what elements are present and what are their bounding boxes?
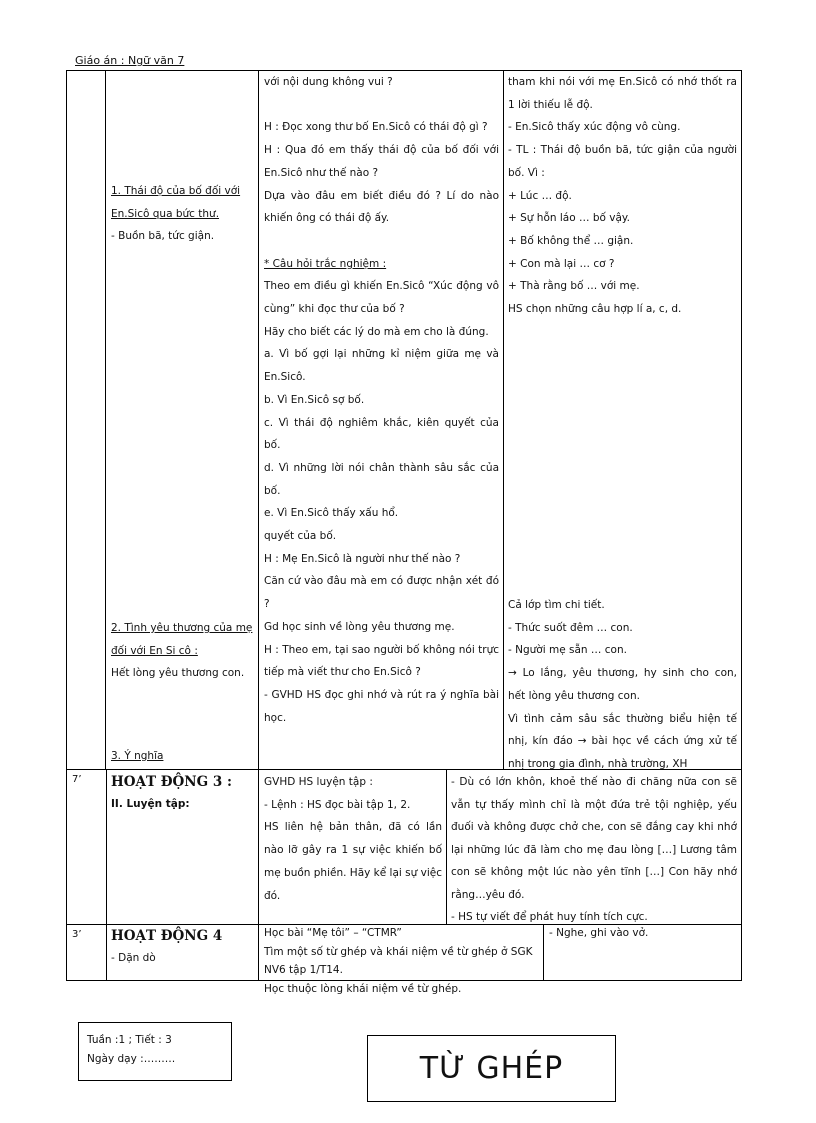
- week-info: Tuần :1 ; Tiết : 3: [87, 1034, 172, 1046]
- date-info: Ngày dạy :………: [87, 1053, 176, 1065]
- student-line: - HS tự viết để phát huy tính tích cực.: [451, 911, 648, 923]
- activity4-title: HOẠT ĐỘNG 4: [111, 928, 223, 944]
- student-line: - Dù có lớn khôn, khoẻ thế nào đi chăng nữa con sẽ vẫn tự thấy mình chỉ là một đứa trẻ tội nghiệp, yếu đuối và không được chở che, con sẽ đắng cay khi nhớ lại những lúc đã làm cho mẹ đau lòng […] Lương tâm con sẽ không một lúc nào yên tĩnh […] Con hãy nhớ rằng…yêu đó.: [451, 776, 737, 901]
- heading-meaning: 3. Ý nghĩa: [111, 750, 164, 762]
- teacher-line: H : Mẹ En.Sicô là người như thế nào ?: [264, 552, 461, 565]
- section2-student: [451, 771, 737, 929]
- section2-teacher: [264, 771, 442, 907]
- section3-student: - Nghe, ghi vào vở.: [549, 927, 649, 939]
- student-line: + Bố không thể … giận.: [508, 234, 634, 247]
- teacher-line: d. Vì những lời nói chân thành sâu sắc của bố.: [264, 461, 499, 497]
- attitude-text: - Buồn bã, tức giận.: [111, 230, 215, 243]
- teacher-line: b. Vì En.Sicô sợ bố.: [264, 393, 365, 406]
- activity4-subtitle: - Dặn dò: [111, 952, 156, 964]
- student-line: + Sự hỗn láo … bố vậy.: [508, 212, 630, 225]
- section1-student-2: [508, 594, 737, 776]
- teacher-line: Học bài “Mẹ tôi” – “CTMR”: [264, 927, 402, 939]
- student-line: → Lo lắng, yêu thương, hy sinh cho con, hết lòng yêu thương con.: [508, 667, 737, 702]
- student-line: - TL : Thái độ buồn bã, tức giận của người bố. Vì :: [508, 144, 737, 179]
- teacher-line: H : Qua đó em thấy thái độ của bố đối với En.Sicô như thế nào ?: [264, 144, 499, 179]
- teacher-line: Theo em điều gì khiến En.Sicô “Xúc động vô cùng” khi đọc thư của bố ?: [264, 280, 499, 316]
- teacher-line: Học thuộc lòng khái niệm về từ ghép.: [264, 982, 462, 995]
- teacher-line: - Lệnh : HS đọc bài tập 1, 2.: [264, 798, 411, 811]
- time-section3: 3’: [72, 929, 82, 940]
- student-line: Vì tình cảm sâu sắc thường biểu hiện tế nhị, kín đáo → bài học về cách ứng xử tế nhị trong gia đình, nhà trường, XH: [508, 712, 737, 770]
- teacher-line: H : Đọc xong thư bố En.Sicô có thái độ gì ?: [264, 121, 488, 134]
- teacher-line: Căn cứ vào đâu mà em có được nhận xét đó ?: [264, 575, 499, 611]
- teacher-line: Dựa vào đâu em biết điều đó ? Lí do nào khiến ông có thái độ ấy.: [264, 189, 499, 225]
- lesson-title: TỪ GHÉP: [419, 1051, 564, 1086]
- student-line: tham khi nói với mẹ En.Sicô có nhớ thốt ra 1 lời thiếu lễ độ.: [508, 76, 737, 111]
- student-line: + Thà rằng bố … với mẹ.: [508, 280, 640, 293]
- student-line: - En.Sicô thấy xúc động vô cùng.: [508, 121, 681, 134]
- section1-knowledge-3: [111, 746, 253, 766]
- student-line: HS chọn những câu hợp lí a, c, d.: [508, 303, 682, 316]
- teacher-line: HS liên hệ bản thân, đã có lần nào lỡ gây ra 1 sự việc khiến bố mẹ buồn phiền. Hãy kể lại sự việc đó.: [264, 821, 442, 902]
- teacher-line: Gd học sinh về lòng yêu thương mẹ.: [264, 620, 455, 633]
- student-line: - Thức suốt đêm … con.: [508, 621, 633, 634]
- teacher-line: c. Vì thái độ nghiêm khắc, kiên quyết của bố.: [264, 416, 499, 452]
- section1-student: [508, 71, 737, 321]
- student-line: + Lúc … độ.: [508, 189, 572, 202]
- teacher-line: H : Theo em, tại sao người bố không nói trực tiếp mà viết thư cho En.Sicô ?: [264, 643, 499, 679]
- student-line: + Con mà lại … cơ ?: [508, 257, 615, 270]
- heading-attitude: 1. Thái độ của bố đối với En.Sicô qua bức thư.: [111, 185, 241, 220]
- teacher-line: e. Vì En.Sicô thấy xấu hổ.: [264, 507, 399, 520]
- teacher-line: * Câu hỏi trắc nghiệm :: [264, 257, 387, 270]
- section3-teacher: [264, 924, 539, 998]
- student-line: Cả lớp tìm chi tiết.: [508, 599, 605, 611]
- teacher-line: quyết của bố.: [264, 530, 337, 543]
- activity3-title: HOẠT ĐỘNG 3 :: [111, 774, 232, 790]
- teacher-line: [264, 230, 499, 253]
- student-line: - Người mẹ sẵn … con.: [508, 644, 627, 657]
- teacher-line: - GVHD HS đọc ghi nhớ và rút ra ý nghĩa bài học.: [264, 688, 499, 724]
- teacher-line: a. Vì bố gợi lại những kỉ niệm giữa mẹ và En.Sicô.: [264, 348, 499, 384]
- lesson-title-box: [367, 1035, 616, 1102]
- teacher-line: với nội dung không vui ?: [264, 76, 393, 88]
- teacher-line: Hãy cho biết các lý do mà em cho là đúng.: [264, 325, 489, 338]
- page-header: Giáo án : Ngữ văn 7: [75, 54, 185, 67]
- activity4-title-block: [111, 925, 255, 970]
- activity3-subtitle: II. Luyện tập:: [111, 798, 190, 810]
- section1-knowledge-2: [111, 617, 253, 685]
- teacher-line: GVHD HS luyện tập :: [264, 776, 373, 788]
- section1-knowledge: [111, 180, 253, 248]
- teacher-line: Tìm một số từ ghép và khái niệm về từ ghép ở SGK NV6 tập 1/T14.: [264, 945, 533, 976]
- time-section2: 7’: [72, 774, 82, 785]
- section1-teacher: [264, 71, 499, 729]
- lesson-info-box: [78, 1022, 232, 1081]
- activity3-title-block: [111, 771, 255, 816]
- teacher-line: [264, 94, 499, 117]
- heading-mother-love: 2. Tình yêu thương của mẹ đối với En Si cô :: [111, 622, 253, 657]
- mother-love-text: Hết lòng yêu thương con.: [111, 667, 245, 680]
